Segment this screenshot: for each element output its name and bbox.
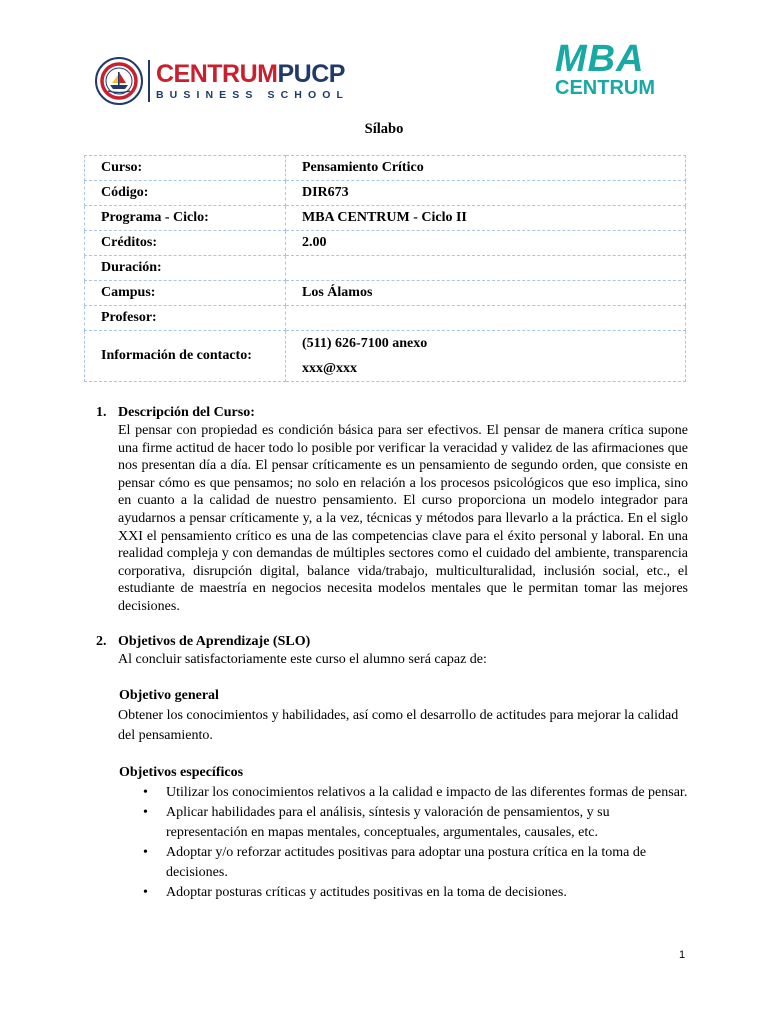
page-title: Sílabo [364, 121, 404, 137]
section-number: 1. [96, 405, 107, 420]
field-value [286, 256, 686, 281]
field-label: Código: [85, 181, 286, 206]
field-label: Créditos: [85, 231, 286, 256]
centrum-pucp-logo [95, 56, 349, 106]
brand-subtitle: BUSINESS SCHOOL [156, 89, 350, 101]
list-item-text: Aplicar habilidades para el análisis, síntesis y valoración de pensamientos, y su representación en mapas mentales, conceptuales, argumentales, causales, etc. [166, 804, 610, 840]
field-value: Los Álamos [286, 281, 686, 306]
field-value: MBA CENTRUM - Ciclo II [286, 206, 686, 231]
course-info-table [84, 155, 686, 382]
logo-divider [148, 60, 150, 102]
page-header [0, 0, 768, 120]
table-row [85, 206, 686, 231]
field-value: Pensamiento Crítico [286, 156, 686, 181]
field-label: Campus: [85, 281, 286, 306]
field-label: Duración: [85, 256, 286, 281]
general-objective-heading: Objetivo general [119, 687, 219, 703]
section-number: 2. [96, 633, 107, 649]
field-label: Información de contacto: [85, 331, 286, 382]
list-item-text: Utilizar los conocimientos relativos a la calidad e impacto de las diferentes formas de pensar. [166, 784, 688, 800]
bullet-icon: • [143, 804, 148, 820]
mba-logo-text: MBA [555, 38, 645, 80]
centrum-logo-text: CENTRUM [555, 77, 655, 99]
section-course-description [96, 404, 688, 616]
table-row [85, 181, 686, 206]
mba-centrum-logo [555, 40, 685, 100]
field-label: Programa - Ciclo: [85, 206, 286, 231]
field-label: Curso: [85, 156, 286, 181]
field-value [286, 306, 686, 331]
specific-objectives-heading: Objetivos específicos [119, 764, 244, 780]
specific-objectives-list [96, 783, 688, 903]
bullet-icon: • [143, 844, 148, 860]
brand-wordmark [156, 61, 349, 101]
table-row [85, 281, 686, 306]
course-description-text: El pensar con propiedad es condición básica para ser efectivos. El pensar de manera crítica supone una firme actitud de hacer todo lo posible por verificar la veracidad y validez de las afirmaciones que nos presentan día a día. El pensar críticamente es un pensamiento de segundo orden, que consiste en pensar cómo es que pensamos; no solo en relación a los procesos psicológicos que eso implica, sino en cuanto a la calidad de nuestro pensamiento. El curso proporciona un modelo integrador para ayudarnos a pensar críticamente y, a la vez, técnicas y métodos para llevarlo a la práctica. En el siglo XXI el pensamiento crítico es una de las competencias clave para el éxito personal y laboral. En una realidad compleja y con demandas de múltiples sectores como el cuidado del ambiente, transparencia corporativa, disrupción digital, balance vida/trabajo, multiculturalidad, inclusión social, etc., el estudiante de maestría en negocios necesita modelos mentales que le permitan tomar las mejores decisiones. [118, 423, 688, 614]
list-item [96, 843, 688, 883]
objectives-intro: Al concluir satisfactoriamente este curso el alumno será capaz de: [118, 651, 487, 667]
section-title: Descripción del Curso: [118, 405, 255, 420]
field-value: DIR673 [286, 181, 686, 206]
list-item [96, 883, 688, 903]
list-item [96, 803, 688, 843]
list-item-text: Adoptar y/o reforzar actitudes positivas para adoptar una postura crítica en la toma de decisiones. [166, 844, 647, 880]
document-body [96, 404, 688, 903]
section-heading [96, 633, 688, 651]
table-row [85, 256, 686, 281]
list-item-text: Adoptar posturas críticas y actitudes positivas en la toma de decisiones. [166, 884, 567, 900]
table-row [85, 306, 686, 331]
brand-name [156, 61, 349, 87]
bullet-icon: • [143, 784, 148, 800]
section-title: Objetivos de Aprendizaje (SLO) [118, 633, 311, 649]
section-learning-objectives [96, 633, 688, 903]
general-objective-text: Obtener los conocimientos y habilidades, así como el desarrollo de actitudes para mejorar la calidad del pensamiento. [118, 707, 679, 743]
list-item [96, 783, 688, 803]
contact-value [286, 331, 686, 382]
field-label: Profesor: [85, 306, 286, 331]
brand-part-pucp: PUCP [277, 60, 345, 88]
contact-phone: (511) 626-7100 anexo [302, 336, 428, 351]
table-row [85, 156, 686, 181]
bullet-icon: • [143, 884, 148, 900]
brand-part-centrum: CENTRUM [156, 60, 278, 88]
contact-email: xxx@xxx [302, 361, 358, 376]
section-heading [96, 404, 688, 422]
field-value: 2.00 [286, 231, 686, 256]
pucp-seal-icon [95, 57, 143, 105]
table-row-contact [85, 331, 686, 382]
page-number: 1 [679, 949, 686, 961]
table-row [85, 231, 686, 256]
